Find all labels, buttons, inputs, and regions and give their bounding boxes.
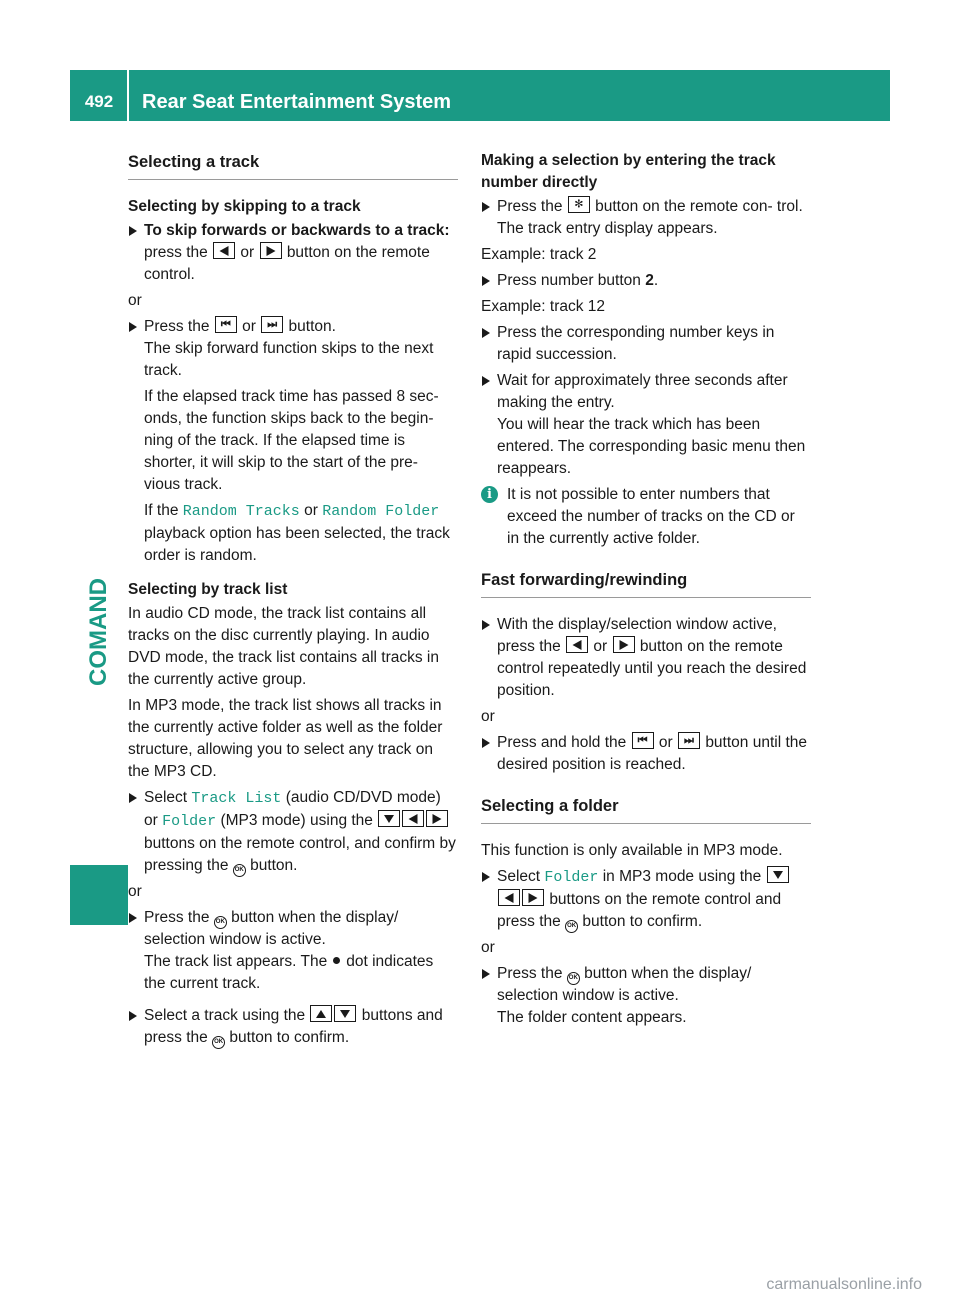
step-text: buttons on the remote control, and confirm by pressing the xyxy=(144,835,456,874)
sidebar xyxy=(70,122,128,865)
instruction-step xyxy=(481,196,811,240)
step-text: or xyxy=(304,502,318,519)
right-column xyxy=(481,150,811,1033)
ok-button-icon: OK xyxy=(214,916,227,929)
step-text: Press the xyxy=(144,318,210,335)
section-title-selecting-folder: Selecting a folder xyxy=(481,794,811,824)
step-text: or xyxy=(658,734,673,751)
step-result: If the elapsed track time has passed 8 sec- onds, the function skips back to the begin- ning of the track. If the elapsed time is shorter, it will skip to the start of the pre- vious track. xyxy=(144,388,439,493)
step-text: button until the desired position is reached. xyxy=(497,734,808,773)
skip-back-key xyxy=(215,316,237,333)
option-random-folder: Random Folder xyxy=(322,503,440,520)
skip-forward-key xyxy=(261,316,283,333)
step-text: (MP3 mode) using the xyxy=(220,812,373,829)
instruction-step xyxy=(128,907,458,995)
step-text: Select a track using the xyxy=(144,1007,306,1024)
step-text: button when the display/ selection window is active. xyxy=(497,965,752,1004)
step-text: button. xyxy=(250,857,298,874)
step-text: button to confirm. xyxy=(229,1029,350,1046)
number-button-label: 2 xyxy=(645,272,654,289)
arrow-right-key xyxy=(522,889,544,906)
option-folder: Folder xyxy=(162,813,217,830)
example-text: Example: track 2 xyxy=(481,246,597,263)
step-result: The track entry display appears. xyxy=(497,220,718,237)
sidebar-marker-block xyxy=(70,865,128,925)
step-text: button to confirm. xyxy=(582,913,703,930)
subheading-skipping: Selecting by skipping to a track xyxy=(128,198,361,215)
subheading-direct-entry: Making a selection by entering the track number directly xyxy=(481,152,776,191)
bullet-dot-icon xyxy=(333,957,340,964)
instruction-step xyxy=(481,732,811,776)
sidebar-label xyxy=(84,578,114,686)
arrow-up-key xyxy=(310,1005,332,1022)
or-text: or xyxy=(128,883,142,900)
page-title: Rear Seat Entertainment System xyxy=(142,91,452,113)
step-text: Press the xyxy=(497,965,563,982)
instruction-step xyxy=(481,614,811,702)
arrow-right-key xyxy=(426,810,448,827)
step-result: The skip forward function skips to the next track. xyxy=(144,340,434,379)
example-text: Example: track 12 xyxy=(481,298,606,315)
section-title-selecting-track: Selecting a track xyxy=(128,150,458,180)
arrow-left-key xyxy=(213,242,235,259)
step-text: press the xyxy=(144,244,208,261)
step-text: buttons on the remote control and press the xyxy=(497,891,782,930)
instruction-step xyxy=(128,787,458,877)
or-text: or xyxy=(128,292,142,309)
step-text: button on the remote control. xyxy=(144,244,430,283)
ok-button-icon: OK xyxy=(212,1036,225,1049)
arrow-down-key xyxy=(767,866,789,883)
paragraph: In audio CD mode, the track list contains all tracks on the disc currently playing. In audio DVD mode, the track list contains all tracks in the currently active group. xyxy=(128,605,439,688)
instruction-step xyxy=(481,963,811,1029)
step-text: Press and hold the xyxy=(497,734,627,751)
instruction-step xyxy=(481,270,811,292)
step-text: or xyxy=(242,318,256,335)
step-text: or xyxy=(593,638,608,655)
step-text: If the xyxy=(144,502,179,519)
instruction-step xyxy=(128,1005,458,1049)
step-text: or xyxy=(240,244,255,261)
info-icon: i xyxy=(481,486,498,503)
or-text: or xyxy=(481,708,495,725)
step-text: playback option has been selected, the track order is random. xyxy=(144,525,450,564)
watermark[interactable]: carmanualsonline.info xyxy=(766,1276,922,1293)
ok-button-icon: OK xyxy=(233,864,246,877)
paragraph: This function is only available in MP3 mode. xyxy=(481,842,783,859)
step-result: The folder content appears. xyxy=(497,1009,687,1026)
step-result xyxy=(144,500,458,567)
info-text: It is not possible to enter numbers that exceed the number of tracks on the CD or in the currently active folder. xyxy=(507,486,795,547)
step-text: in MP3 mode using the xyxy=(602,868,762,885)
step-text: Press number button xyxy=(497,272,641,289)
step-text: button on the remote control repeatedly until you reach the desired position. xyxy=(497,638,807,699)
ok-button-icon: OK xyxy=(565,920,578,933)
left-column xyxy=(128,150,458,1053)
step-text: buttons and press the xyxy=(144,1007,443,1046)
arrow-down-key xyxy=(378,810,400,827)
step-text: (audio CD/DVD mode) or xyxy=(144,789,441,829)
option-random-tracks: Random Tracks xyxy=(182,503,300,520)
arrow-left-key xyxy=(566,636,588,653)
step-text: Select xyxy=(497,868,541,885)
instruction-step xyxy=(481,370,811,480)
step-text: The track list appears. The xyxy=(144,953,328,970)
or-text: or xyxy=(481,939,495,956)
arrow-right-key xyxy=(260,242,282,259)
instruction-step xyxy=(128,316,458,567)
skip-back-key xyxy=(632,732,654,749)
step-text: button when the display/ selection window is active. xyxy=(144,909,399,948)
step-text: button on the remote con- trol. xyxy=(595,198,803,215)
step-result: You will hear the track which has been entered. The corresponding basic menu then reappears. xyxy=(497,416,806,477)
sidebar-label-text: COMAND xyxy=(85,578,112,686)
instruction-step: Press the corresponding number keys in rapid succession. xyxy=(481,322,811,366)
step-text: Select xyxy=(144,789,188,806)
skip-forward-key xyxy=(678,732,700,749)
asterisk-key xyxy=(568,196,590,213)
step-text: . xyxy=(653,272,659,289)
section-title-fast-forwarding: Fast forwarding/rewinding xyxy=(481,568,811,598)
ok-button-icon: OK xyxy=(567,972,580,985)
header-divider xyxy=(127,70,129,121)
step-text: button. xyxy=(288,318,336,335)
step-text: With the display/selection window active, press the xyxy=(497,616,777,655)
arrow-left-key xyxy=(498,889,520,906)
step-text: dot indicates the current track. xyxy=(144,953,434,992)
arrow-right-key xyxy=(613,636,635,653)
option-track-list: Track List xyxy=(191,790,282,807)
subheading-track-list: Selecting by track list xyxy=(128,581,288,598)
step-result xyxy=(144,951,458,995)
step-bold-lead: To skip forwards or backwards to a track: xyxy=(144,222,450,239)
instruction-step xyxy=(128,220,458,286)
instruction-step xyxy=(481,866,811,933)
step-text: Wait for approximately three seconds after making the entry. xyxy=(497,372,788,411)
option-folder: Folder xyxy=(544,869,599,886)
step-text: Press the xyxy=(144,909,210,926)
paragraph: In MP3 mode, the track list shows all tracks in the currently active folder as well as the folder structure, allowing you to select any track on the MP3 CD. xyxy=(128,697,443,780)
arrow-down-key xyxy=(334,1005,356,1022)
arrow-left-key xyxy=(402,810,424,827)
info-note xyxy=(481,484,811,550)
page-number: 492 xyxy=(84,92,114,111)
step-text: Press the xyxy=(497,198,563,215)
